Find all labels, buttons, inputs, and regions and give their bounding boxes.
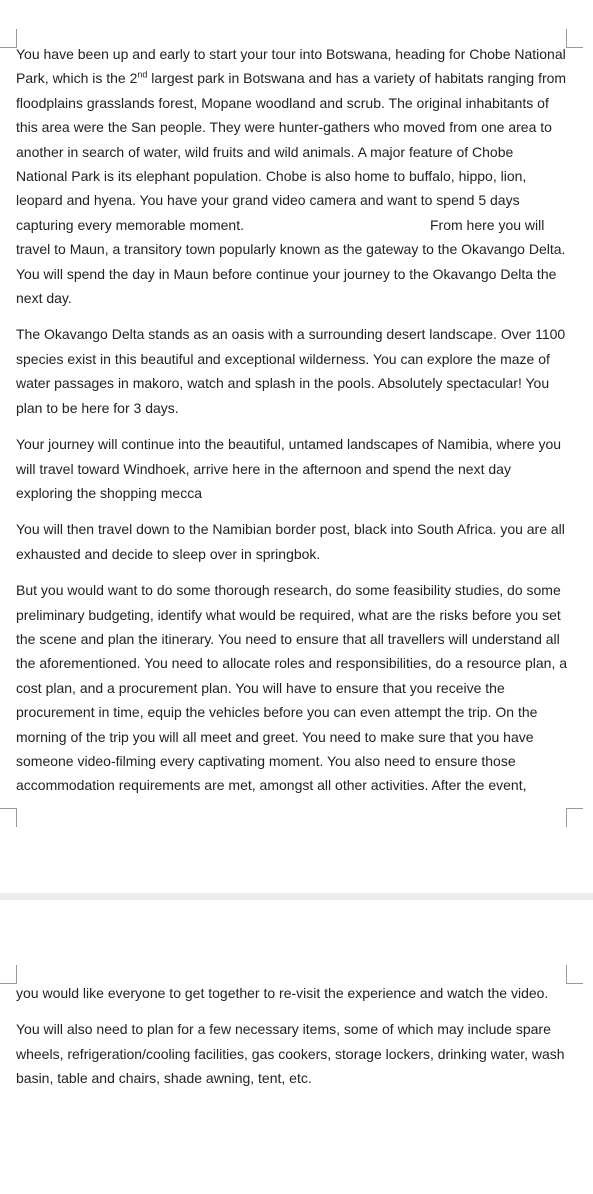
paragraph-chobe bbox=[16, 42, 568, 310]
paragraph-namibia: Your journey will continue into the beautiful, untamed landscapes of Namibia, where you will travel toward Windhoek, arrive here in the afternoon and spend the next day exploring the shopping mecca bbox=[16, 436, 562, 501]
crop-mark-top-left-page-2 bbox=[0, 965, 17, 984]
paragraph-okavango: The Okavango Delta stands as an oasis with a surrounding desert landscape. Over 1100 species exist in this beautiful and exceptional wilderness. You can explore the maze of water passages in makoro, watch and splash in the pools. Absolutely spectacular! You plan to be here for 3 days. bbox=[16, 326, 566, 416]
page-1-body[interactable] bbox=[16, 42, 568, 798]
page-2-body[interactable] bbox=[16, 981, 568, 1091]
paragraph-revisit: you would like everyone to get together to re-visit the experience and watch the video. bbox=[16, 985, 549, 1001]
crop-mark-bottom-right bbox=[566, 808, 583, 827]
paragraph-items: You will also need to plan for a few necessary items, some of which may include spare wheels, refrigeration/cooling facilities, gas cookers, storage lockers, drinking water, wash basin, table and chairs, shade awning, tent, etc. bbox=[16, 1021, 565, 1087]
crop-mark-top-right bbox=[566, 29, 583, 48]
crop-mark-top-right-page-2 bbox=[566, 965, 583, 984]
crop-mark-top-left bbox=[0, 29, 17, 48]
paragraph-planning: But you would want to do some thorough research, do some feasibility studies, do some preliminary budgeting, identify what would be required, what are the risks before you set the scene and plan the itinerary. You need to ensure that all travellers will understand all the aforementioned. You need to allocate roles and responsibilities, do a resource plan, a cost plan, and a procurement plan. You will have to ensure that you receive the procurement in time, equip the vehicles before you can even attempt the trip. On the morning of the trip you will all meet and greet. You need to make sure that you have someone video-filming every captivating moment. You also need to ensure those accommodation requirements are met, amongst all other activities. After the event, bbox=[16, 582, 568, 794]
page-separator bbox=[0, 893, 593, 900]
paragraph-chobe-part-a: You have been up and early to start your tour into Botswana, heading for Chobe National Park, which is the 2 bbox=[16, 46, 566, 87]
crop-mark-bottom-left bbox=[0, 808, 17, 827]
paragraph-border: You will then travel down to the Namibian border post, black into South Africa. you are all exhausted and decide to sleep over in springbok. bbox=[16, 521, 565, 562]
superscript-ordinal: nd bbox=[137, 69, 148, 80]
document-page-2 bbox=[0, 900, 593, 1194]
paragraph-chobe-part-b: largest park in Botswana and has a variety of habitats ranging from floodplains grasslands forest, Mopane woodland and scrub. The original inhabitants of this area were the San people. They were hunter-gathers who moved from one area to another in search of water, wild fruits and wild animals. A major feature of Chobe National Park is its elephant population. Chobe is also home to buffalo, hippo, lion, leopard and hyena. You have your grand video camera and want to spend 5 days capturing every memorable moment. bbox=[16, 70, 567, 233]
paragraph-chobe-part-c: From here you will travel to Maun, a transitory town popularly known as the gateway to the Okavango Delta. You will spend the day in Maun before continue your journey to the Okavango Delta the next day. bbox=[16, 216, 566, 307]
